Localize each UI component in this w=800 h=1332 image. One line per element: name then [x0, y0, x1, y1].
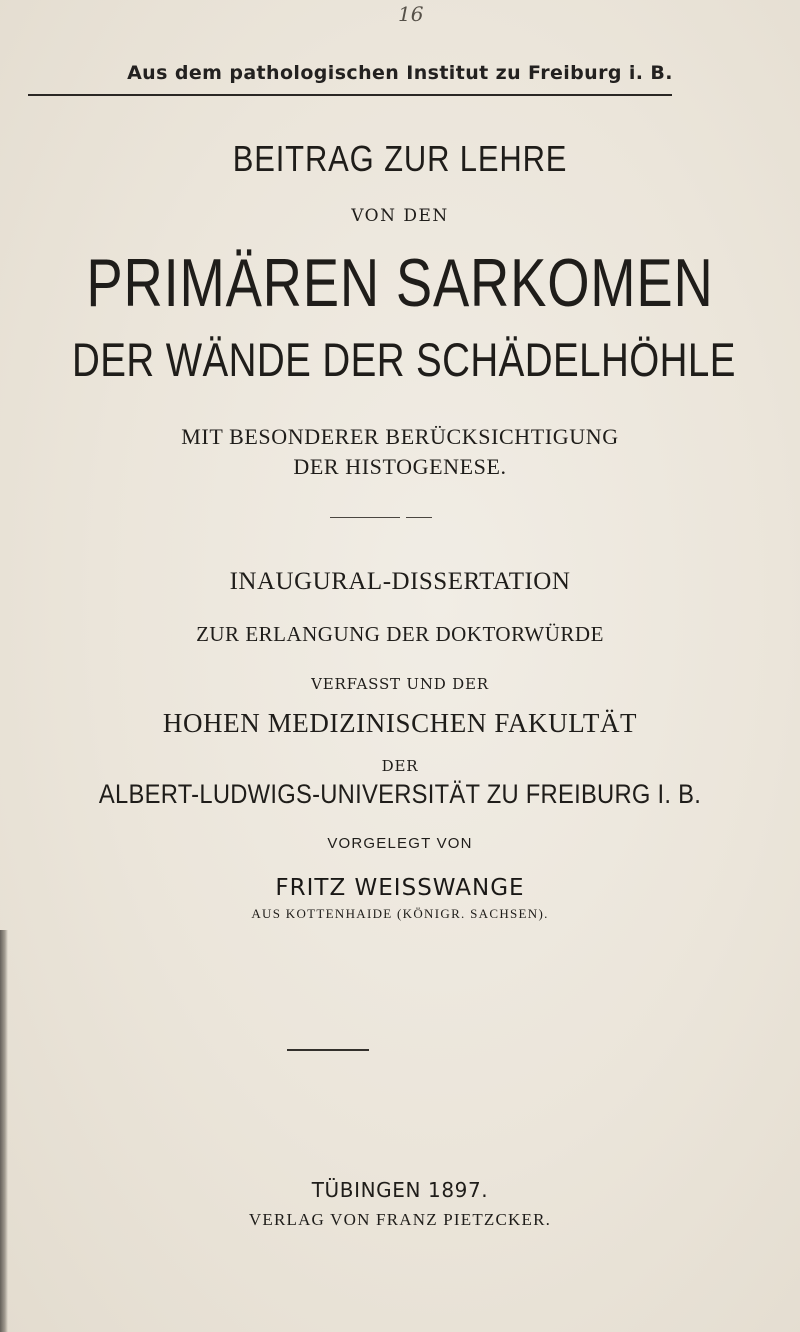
author-origin: AUS KOTTENHAIDE (KÖNIGR. SACHSEN). [251, 906, 549, 921]
university-name: ALBERT-LUDWIGS-UNIVERSITÄT ZU FREIBURG I. B. [98, 779, 702, 809]
title-line-1: BEITRAG ZUR LEHRE [232, 138, 568, 179]
imprint-place-year: TÜBINGEN 1897. [311, 1178, 489, 1202]
section-rule [287, 1049, 369, 1051]
dissertation-type: INAUGURAL-DISSERTATION [229, 568, 571, 595]
title-line-2: VON DEN [351, 206, 449, 226]
verfasst-line: VERFASST UND DER [311, 675, 489, 693]
ornamental-rule-left [330, 517, 400, 518]
author-name: FRITZ WEISSWANGE [275, 875, 525, 901]
institute-header: Aus dem pathologischen Institut zu Freiburg i. B. [127, 62, 673, 84]
title-line-4: DER WÄNDE DER SCHÄDELHÖHLE [72, 333, 736, 386]
dissertation-purpose: ZUR ERLANGUNG DER DOKTORWÜRDE [196, 622, 604, 646]
faculty-name: HOHEN MEDIZINISCHEN FAKULTÄT [162, 708, 638, 738]
subtitle-line-1: MIT BESONDERER BERÜCKSICHTIGUNG [181, 424, 619, 449]
binding-edge-shadow [0, 930, 8, 1332]
header-rule [28, 94, 672, 96]
subtitle-line-2: DER HISTOGENESE. [293, 454, 507, 479]
title-line-3: PRIMÄREN SARKOMEN [86, 245, 714, 321]
imprint-publisher: VERLAG VON FRANZ PIETZCKER. [248, 1210, 552, 1229]
ornamental-rule-right [406, 517, 432, 518]
vorgelegt-line: VORGELEGT VON [327, 835, 473, 852]
handwritten-margin-note: 16 [398, 2, 424, 26]
der-line: DER [381, 757, 419, 775]
